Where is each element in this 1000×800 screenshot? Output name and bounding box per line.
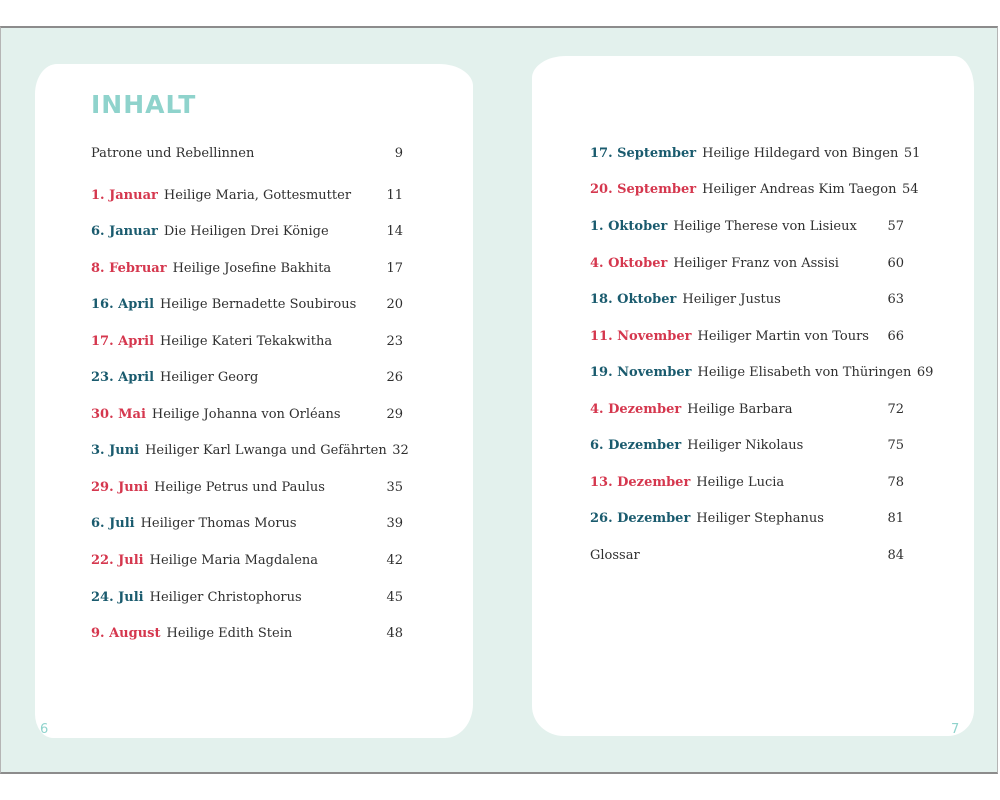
toc-title: Heiliger Franz von Assisi (673, 255, 839, 271)
toc-entry (590, 285, 904, 313)
toc-date: 3. Juni (91, 442, 140, 458)
toc-title: Heiliger Karl Lwanga und Gefährten (145, 442, 387, 458)
toc-entry (91, 619, 403, 647)
toc-page-number: 20 (386, 296, 403, 312)
toc-date: 6. Dezember (590, 437, 682, 453)
toc-page-number: 14 (386, 223, 403, 239)
toc-page-number: 51 (903, 145, 921, 161)
toc-title: Heilige Petrus und Paulus (154, 479, 325, 495)
toc-title: Heiliger Andreas Kim Taegon (702, 181, 897, 197)
toc-date: 19. November (590, 364, 692, 380)
toc-date: 18. Oktober (590, 291, 677, 307)
toc-entry (590, 541, 904, 569)
toc-page-number: 23 (386, 333, 403, 349)
toc-page-number: 11 (386, 187, 403, 203)
toc-date: 11. November (590, 328, 692, 344)
toc-page-number: 26 (386, 369, 403, 385)
toc-page-number: 29 (386, 406, 403, 422)
page-title: INHALT (91, 90, 197, 119)
toc-page-number: 66 (887, 328, 904, 344)
toc-page-number: 48 (386, 625, 403, 641)
toc-title: Heilige Johanna von Orléans (151, 406, 341, 422)
toc-page-number: 78 (887, 474, 904, 490)
toc-page-number: 42 (386, 552, 403, 568)
toc-date: 24. Juli (91, 589, 144, 605)
toc-page-number: 57 (887, 218, 904, 234)
toc-page-number: 45 (386, 589, 403, 605)
toc-entry (91, 290, 403, 318)
toc-title: Heiliger Nikolaus (687, 437, 804, 453)
toc-date: 20. September (590, 181, 697, 197)
toc-title: Glossar (590, 547, 640, 563)
toc-title: Heilige Elisabeth von Thüringen (697, 364, 912, 380)
toc-page-number: 54 (901, 181, 919, 197)
toc-page-number: 39 (386, 515, 403, 531)
toc-title: Heiliger Georg (160, 369, 259, 385)
toc-page-number: 75 (887, 437, 904, 453)
toc-title: Heilige Therese von Lisieux (673, 218, 857, 234)
toc-page-number: 63 (887, 291, 904, 307)
toc-title: Patrone und Rebellinnen (91, 145, 255, 161)
toc-date: 6. Januar (91, 223, 158, 239)
toc-date: 30. Mai (91, 406, 146, 422)
toc-entry (590, 175, 919, 203)
toc-title: Heiliger Stephanus (696, 510, 824, 526)
toc-entry (91, 546, 403, 574)
toc-title: Heilige Josefine Bakhita (172, 260, 332, 276)
toc-entry (590, 212, 904, 240)
toc-entry (590, 468, 904, 496)
toc-date: 22. Juli (91, 552, 144, 568)
toc-page-number: 35 (386, 479, 403, 495)
toc-page-number: 84 (887, 547, 904, 563)
toc-title: Heiliger Justus (682, 291, 781, 307)
toc-entry (91, 583, 403, 611)
toc-title: Heilige Barbara (687, 401, 793, 417)
toc-page-number: 32 (392, 442, 409, 458)
toc-entry (91, 217, 403, 245)
toc-entry (91, 509, 403, 537)
toc-date: 23. April (91, 369, 155, 385)
toc-entry (590, 431, 904, 459)
toc-page-number: 72 (887, 401, 904, 417)
toc-title: Heiliger Christophorus (149, 589, 302, 605)
toc-entry (590, 358, 934, 386)
toc-date: 13. Dezember (590, 474, 691, 490)
toc-page-number: 60 (887, 255, 904, 271)
toc-entry (590, 249, 904, 277)
toc-date: 16. April (91, 296, 155, 312)
toc-date: 6. Juli (91, 515, 135, 531)
toc-entry (91, 254, 403, 282)
toc-date: 9. August (91, 625, 161, 641)
toc-title: Heilige Hildegard von Bingen (702, 145, 899, 161)
toc-date: 17. April (91, 333, 155, 349)
toc-entry (91, 473, 403, 501)
toc-page-number: 9 (394, 145, 403, 161)
toc-entry (590, 322, 904, 350)
toc-title: Heiliger Thomas Morus (140, 515, 297, 531)
toc-date: 8. Februar (91, 260, 167, 276)
toc-date: 1. Oktober (590, 218, 668, 234)
toc-date: 4. Oktober (590, 255, 668, 271)
toc-entry (91, 363, 403, 391)
toc-entry (590, 139, 921, 167)
toc-entry (91, 139, 403, 167)
page-number-right: 7 (951, 722, 960, 737)
toc-entry (91, 327, 403, 355)
toc-entry (91, 400, 403, 428)
toc-title: Heiliger Martin von Tours (697, 328, 869, 344)
toc-page-number: 69 (916, 364, 934, 380)
toc-page-number: 17 (386, 260, 403, 276)
toc-title: Heilige Maria Magdalena (149, 552, 319, 568)
toc-page-number: 81 (887, 510, 904, 526)
toc-title: Heilige Kateri Tekakwitha (160, 333, 333, 349)
toc-date: 4. Dezember (590, 401, 682, 417)
toc-date: 1. Januar (91, 187, 158, 203)
toc-title: Heilige Lucia (696, 474, 785, 490)
toc-date: 17. September (590, 145, 697, 161)
toc-entry (91, 181, 403, 209)
page-number-left: 6 (40, 722, 49, 737)
toc-entry (91, 436, 409, 464)
toc-title: Heilige Bernadette Soubirous (160, 296, 357, 312)
toc-date: 26. Dezember (590, 510, 691, 526)
toc-entry (590, 504, 904, 532)
toc-date: 29. Juni (91, 479, 149, 495)
toc-entry (590, 395, 904, 423)
toc-title: Die Heiligen Drei Könige (163, 223, 329, 239)
toc-title: Heilige Edith Stein (166, 625, 293, 641)
toc-title: Heilige Maria, Gottesmutter (163, 187, 352, 203)
